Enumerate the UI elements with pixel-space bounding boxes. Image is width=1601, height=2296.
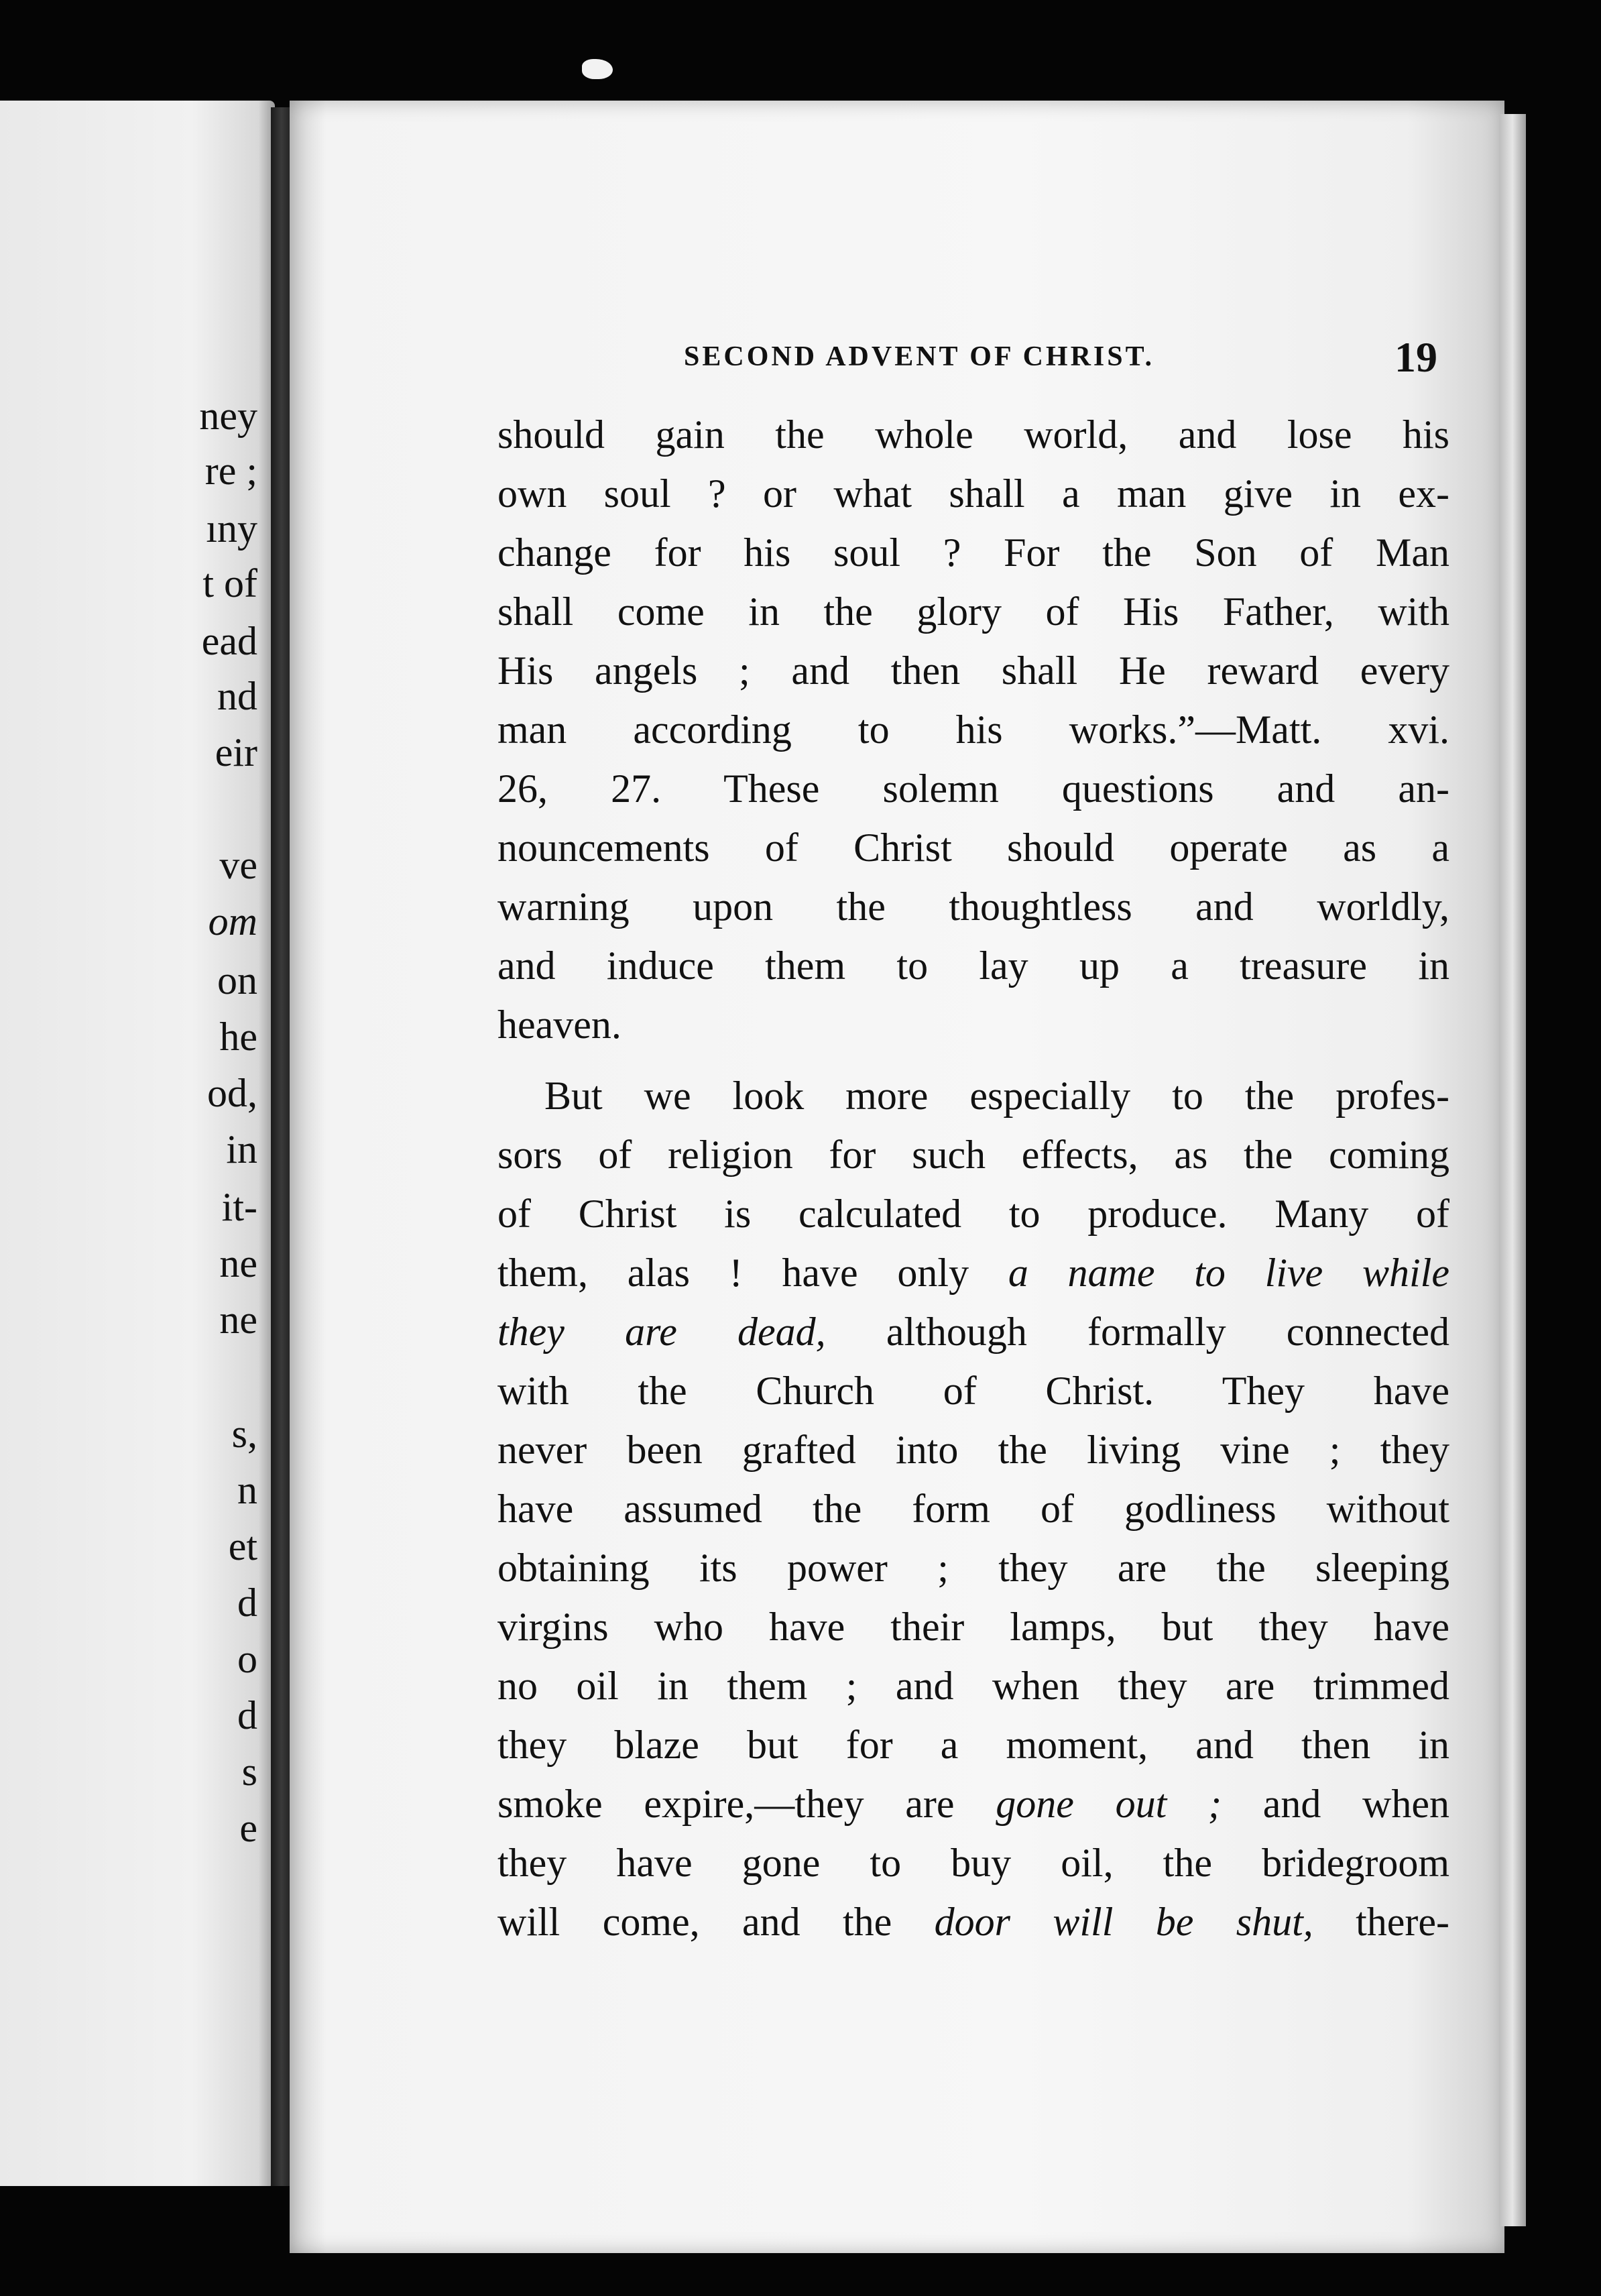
text-run: virgins who have their lamps, but they have (497, 1605, 1449, 1649)
left-page-text-fragment: n (237, 1468, 257, 1512)
text-run: sors of religion for such effects, as the coming (497, 1133, 1449, 1177)
left-page-text-fragment: s (241, 1749, 257, 1794)
text-line (497, 641, 1449, 700)
text-line (497, 1774, 1449, 1833)
text-line (497, 759, 1449, 818)
previous-page-fragment (0, 101, 275, 2186)
left-page-text-fragment: e (239, 1806, 257, 1850)
text-run: heaven. (497, 1002, 621, 1047)
left-page-text-fragment: eir (215, 730, 257, 774)
text-line (497, 464, 1449, 523)
text-run: But we look more especially to the profes- (544, 1074, 1449, 1118)
text-line (497, 582, 1449, 641)
left-page-text-fragment: o (237, 1637, 257, 1681)
body-text (497, 405, 1449, 1951)
text-run: should gain the whole world, and lose his (497, 412, 1449, 457)
left-page-text-fragment: d (237, 1581, 257, 1625)
left-page-text-fragment: et (228, 1524, 257, 1568)
page-header (684, 333, 1448, 394)
text-line (497, 523, 1449, 582)
running-head: SECOND ADVENT OF CHRIST. (684, 341, 1155, 372)
text-line (497, 1243, 1449, 1302)
text-run: they have gone to buy oil, the bridegroom (497, 1841, 1449, 1885)
paragraph-gap (497, 1054, 1449, 1066)
text-run: 26, 27. These solemn questions and an- (497, 766, 1449, 811)
text-run: never been grafted into the living vine ; they (497, 1428, 1449, 1472)
left-page-text-fragment: d (237, 1693, 257, 1737)
text-run: they blaze but for a moment, and then in (497, 1723, 1449, 1767)
left-page-text-fragment: ıny (206, 506, 257, 551)
text-line (497, 1361, 1449, 1420)
left-page-text-fragment: s, (231, 1412, 257, 1456)
text-run: with the Church of Christ. They have (497, 1369, 1449, 1413)
scan-speck (582, 59, 613, 79)
left-page-text-fragment: ne (219, 1298, 257, 1342)
text-run: have assumed the form of godliness without (497, 1487, 1449, 1531)
text-run: shall come in the glory of His Father, with (497, 589, 1449, 634)
text-line (497, 1066, 1449, 1125)
text-line (497, 405, 1449, 464)
text-line (497, 1125, 1449, 1184)
text-run: of Christ is calculated to produce. Many of (497, 1192, 1449, 1236)
text-run: and when (1221, 1782, 1450, 1826)
text-line (497, 1715, 1449, 1774)
text-line (497, 936, 1449, 995)
text-line (497, 1597, 1449, 1656)
left-page-text-fragment: ney (199, 394, 257, 438)
text-run: own soul ? or what shall a man give in ex- (497, 471, 1449, 516)
left-page-text-fragment: it- (221, 1185, 257, 1229)
italic-text: they are dead, (497, 1310, 826, 1354)
left-page-text-fragment: he (219, 1015, 257, 1059)
text-line (497, 1420, 1449, 1479)
text-line (497, 995, 1449, 1054)
text-run: nouncements of Christ should operate as a (497, 825, 1449, 870)
text-line (497, 1833, 1449, 1892)
text-run: warning upon the thoughtless and worldly, (497, 884, 1449, 929)
text-line (497, 1479, 1449, 1538)
text-line (497, 1302, 1449, 1361)
text-run: and induce them to lay up a treasure in (497, 943, 1449, 988)
text-line (497, 818, 1449, 877)
text-line (497, 877, 1449, 936)
text-run: change for his soul ? For the Son of Man (497, 530, 1449, 575)
left-page-text-fragment: in (226, 1127, 257, 1171)
left-page-text-fragment: re ; (204, 449, 257, 493)
italic-text: gone out ; (996, 1782, 1222, 1826)
left-page-text-fragment: t of (202, 561, 257, 606)
paragraph (497, 405, 1449, 1054)
left-page-text-fragment: ve (219, 843, 257, 887)
text-line (497, 1184, 1449, 1243)
text-run: there- (1313, 1900, 1449, 1944)
text-line (497, 700, 1449, 759)
italic-text: a name to live while (1008, 1251, 1449, 1295)
page-number: 19 (1395, 333, 1437, 381)
text-line (497, 1538, 1449, 1597)
text-run: smoke expire,—they are (497, 1782, 996, 1826)
left-page-text-fragment: nd (217, 674, 257, 718)
page-edge (1499, 114, 1526, 2226)
text-run: them, alas ! have only (497, 1251, 1008, 1295)
text-run: obtaining its power ; they are the sleeping (497, 1546, 1449, 1590)
italic-text: door will be shut, (934, 1900, 1313, 1944)
left-page-text-fragment: od, (207, 1071, 257, 1115)
left-page-text-fragment: ead (201, 619, 257, 663)
text-line (497, 1892, 1449, 1951)
text-line (497, 1656, 1449, 1715)
paragraph (497, 1066, 1449, 1951)
text-run: although formally connected (825, 1310, 1449, 1354)
left-page-text-fragment: on (217, 958, 257, 1002)
text-run: will come, and the (497, 1900, 935, 1944)
text-run: no oil in them ; and when they are trimmed (497, 1664, 1449, 1708)
text-run: His angels ; and then shall He reward every (497, 648, 1449, 693)
text-run: man according to his works.”—Matt. xvi. (497, 707, 1449, 752)
left-page-text-fragment: om (208, 899, 257, 943)
left-page-text-fragment: ne (219, 1241, 257, 1285)
